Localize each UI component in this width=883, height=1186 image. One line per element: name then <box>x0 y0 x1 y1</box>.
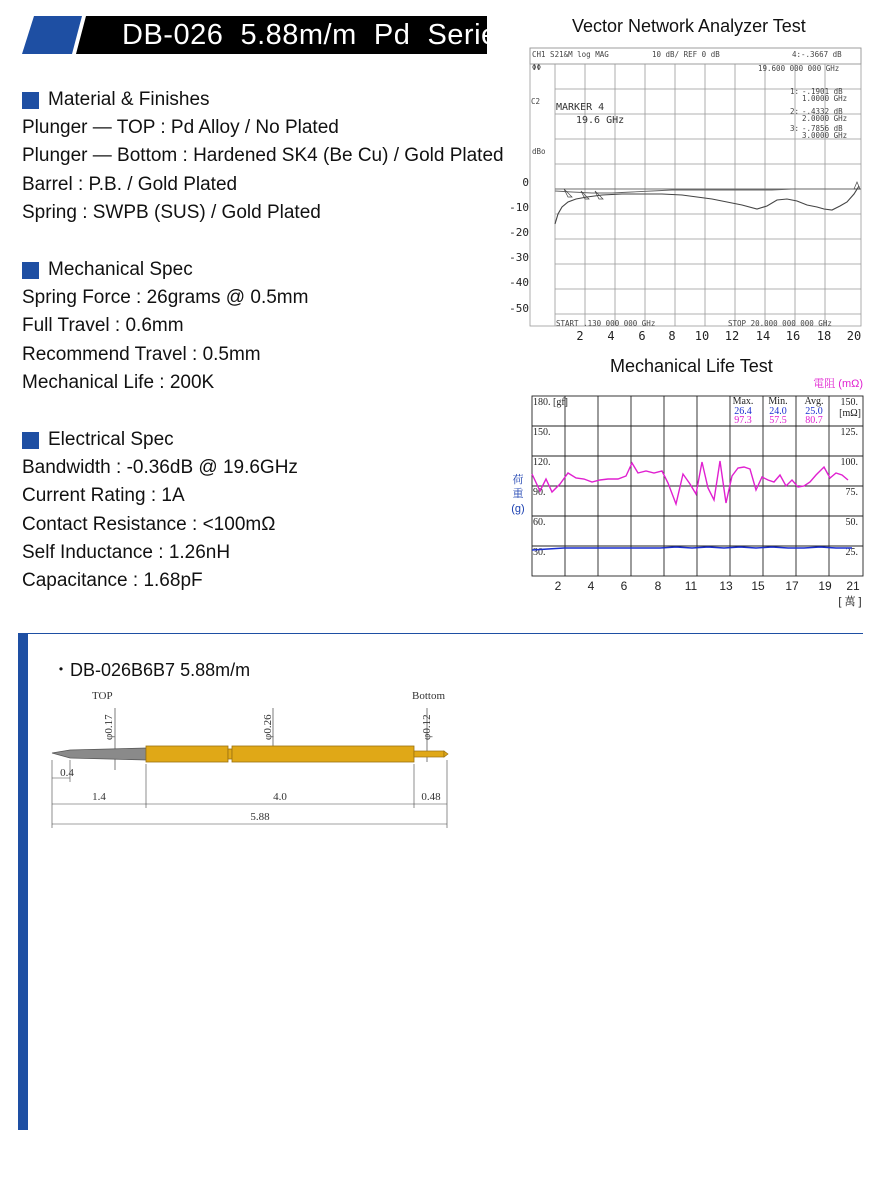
vna-x-tick: 20 <box>846 329 862 343</box>
left-tick: 30. <box>533 547 546 558</box>
side-accent-bar <box>18 633 28 1130</box>
vna-unit-label: dBo <box>532 147 546 156</box>
dim-tip: 0.4 <box>60 767 74 779</box>
left-tick: 90. <box>533 487 546 498</box>
dim-top: 1.4 <box>92 791 106 803</box>
right-tick: 25. <box>845 547 858 558</box>
left-tick: 60. <box>533 517 546 528</box>
spec-line: Recommend Travel : 0.5mm <box>22 343 261 365</box>
right-tick: 125. <box>840 427 858 438</box>
vna-box-label: ΦΦ <box>532 63 542 72</box>
vna-chart <box>509 44 867 346</box>
life-chart <box>508 376 868 612</box>
left-axis-title-3: (g) <box>511 503 525 515</box>
probe-dia-barrel: φ0.26 <box>262 714 274 740</box>
life-x-tick: 6 <box>620 579 628 593</box>
resistance-trace <box>532 547 852 550</box>
electrical-heading <box>22 426 298 454</box>
life-x-unit: [ 萬 ] <box>838 596 862 608</box>
life-x-tick: 17 <box>785 579 799 593</box>
stat-pink: 57.5 <box>769 415 787 426</box>
vna-x-tick: 16 <box>785 329 801 343</box>
header-banner <box>22 16 513 54</box>
vna-marker-2-num: 2: <box>790 107 800 116</box>
vna-start-label: START .130 000 000 GHz <box>556 319 656 328</box>
vna-channel-label: C2 <box>531 97 541 106</box>
mechanical-heading <box>22 256 308 284</box>
vna-y-tick: -20 <box>509 226 529 239</box>
mechanical-section <box>22 256 308 397</box>
life-x-tick: 11 <box>684 579 698 593</box>
vna-y-tick: -50 <box>509 302 529 315</box>
square-bullet-icon <box>22 432 39 449</box>
stat-blue: 25.0 <box>805 406 823 417</box>
right-tick: 150. <box>840 397 858 408</box>
stat-label: Max. <box>732 396 754 407</box>
vna-x-tick: 8 <box>668 329 676 343</box>
vna-x-tick: 2 <box>576 329 584 343</box>
spec-line: Mechanical Life : 200K <box>22 371 215 393</box>
life-x-tick: 13 <box>719 579 733 593</box>
vna-y-tick: -10 <box>509 201 529 214</box>
vna-header-mid: 10 dB/ REF 0 dB <box>652 50 720 59</box>
stat-pink: 80.7 <box>805 415 823 426</box>
spec-line: Plunger — TOP : Pd Alloy / No Plated <box>22 117 339 138</box>
vna-x-tick: 6 <box>638 329 646 343</box>
probe-label-bottom: Bottom <box>412 690 446 702</box>
vna-y-tick: -40 <box>509 276 529 289</box>
page-title: DB-026 5.88m/m Pd Series <box>122 19 513 51</box>
probe-drawing <box>40 682 460 832</box>
vna-marker-3-num: 3: <box>790 124 800 133</box>
vna-header-left: CH1 S21&M log MAG <box>532 50 609 59</box>
vna-chart-title: Vector Network Analyzer Test <box>572 16 806 36</box>
life-x-tick: 2 <box>554 579 562 593</box>
stat-blue: 26.4 <box>734 406 752 417</box>
left-tick: 180. [gf] <box>533 397 568 408</box>
stat-label: Min. <box>768 396 788 407</box>
spec-line: Plunger — Bottom : Hardened SK4 (Be Cu) / Gold Plated <box>22 145 504 167</box>
vna-y-tick: -30 <box>509 251 529 264</box>
barrel <box>146 746 414 762</box>
vna-trace-s21 <box>555 186 859 224</box>
vna-header-right: 4:-.3667 dB <box>792 50 842 59</box>
spec-line: Contact Resistance : <100mΩ <box>22 513 276 535</box>
life-x-tick: 21 <box>846 579 860 593</box>
vna-marker-1-db: -.1901 dB <box>802 87 843 96</box>
material-heading-text: Material & Finishes <box>48 89 210 110</box>
probe-dia-top: φ0.17 <box>103 714 115 740</box>
spec-line: Full Travel : 0.6mm <box>22 315 184 337</box>
vna-x-tick: 18 <box>816 329 832 343</box>
spec-line: Spring : SWPB (SUS) / Gold Plated <box>22 201 321 223</box>
square-bullet-icon <box>22 262 39 279</box>
vna-x-tick: 4 <box>607 329 615 343</box>
vna-marker-label: MARKER 4 <box>556 102 605 113</box>
life-x-tick: 19 <box>818 579 832 593</box>
life-x-tick: 15 <box>751 579 765 593</box>
spec-line: Bandwidth : -0.36dB @ 19.6GHz <box>22 457 298 478</box>
electrical-heading-text: Electrical Spec <box>48 429 174 450</box>
vna-marker-freq: 19.6 GHz <box>576 115 625 126</box>
stat-blue: 24.0 <box>769 406 787 417</box>
left-axis-title-2: 重 <box>512 488 524 500</box>
vna-marker-2-freq: 2.0000 GHz <box>802 114 848 123</box>
vna-marker-3-freq: 3.0000 GHz <box>802 131 848 140</box>
section-divider <box>18 633 863 634</box>
square-bullet-icon <box>22 92 39 109</box>
spec-line: Spring Force : 26grams @ 0.5mm <box>22 287 309 308</box>
dim-total: 5.88 <box>250 811 270 823</box>
vna-x-tick: 14 <box>755 329 771 343</box>
vna-marker-2-db: -.4332 dB <box>802 107 843 116</box>
part-name: ・DB-026B6B7 5.88m/m <box>52 660 251 680</box>
vna-x-tick: 12 <box>724 329 740 343</box>
vna-marker-1-num: 1: <box>790 87 800 96</box>
vna-x-tick: 10 <box>694 329 710 343</box>
life-x-tick: 8 <box>654 579 662 593</box>
top-plunger <box>52 748 146 760</box>
life-chart-title: Mechanical Life Test <box>610 356 773 376</box>
stat-label: Avg. <box>804 396 824 407</box>
mechanical-heading-text: Mechanical Spec <box>48 259 193 280</box>
vna-header-right2: 19.600 000 000 GHz <box>758 64 840 73</box>
vna-stop-label: STOP 20.000 000 000 GHz <box>728 319 832 328</box>
dim-bottom: 0.48 <box>421 791 441 803</box>
dim-barrel: 4.0 <box>273 791 287 803</box>
left-tick: 120. <box>533 457 551 468</box>
vna-marker-3-db: -.7856 dB <box>802 124 843 133</box>
material-section <box>22 86 504 227</box>
vna-marker-1-freq: 1.0000 GHz <box>802 94 848 103</box>
material-heading <box>22 86 504 114</box>
probe-dia-bottom: φ0.12 <box>421 714 433 740</box>
vna-marker-1-triangle <box>564 189 572 197</box>
electrical-section <box>22 426 298 595</box>
bottom-plunger <box>414 751 448 757</box>
vna-marker-4-triangle <box>854 182 860 189</box>
right-tick: 100. <box>840 457 858 468</box>
right-unit: [mΩ] <box>839 408 861 419</box>
right-tick: 75. <box>845 487 858 498</box>
spec-line: Capacitance : 1.68pF <box>22 570 203 592</box>
left-axis-title-1: 荷 <box>512 474 524 486</box>
stat-pink: 97.3 <box>734 415 752 426</box>
force-trace <box>532 461 848 504</box>
vna-y-tick: 0 <box>522 176 529 189</box>
spec-line: Barrel : P.B. / Gold Plated <box>22 173 238 195</box>
left-tick: 150. <box>533 427 551 438</box>
spec-line: Current Rating : 1A <box>22 485 185 507</box>
spec-line: Self Inductance : 1.26nH <box>22 541 231 563</box>
vna-trace-s11 <box>555 189 860 193</box>
life-x-tick: 4 <box>587 579 595 593</box>
right-axis-title: 電阻 (mΩ) <box>813 378 863 390</box>
probe-label-top: TOP <box>92 690 113 702</box>
right-tick: 50. <box>845 517 858 528</box>
